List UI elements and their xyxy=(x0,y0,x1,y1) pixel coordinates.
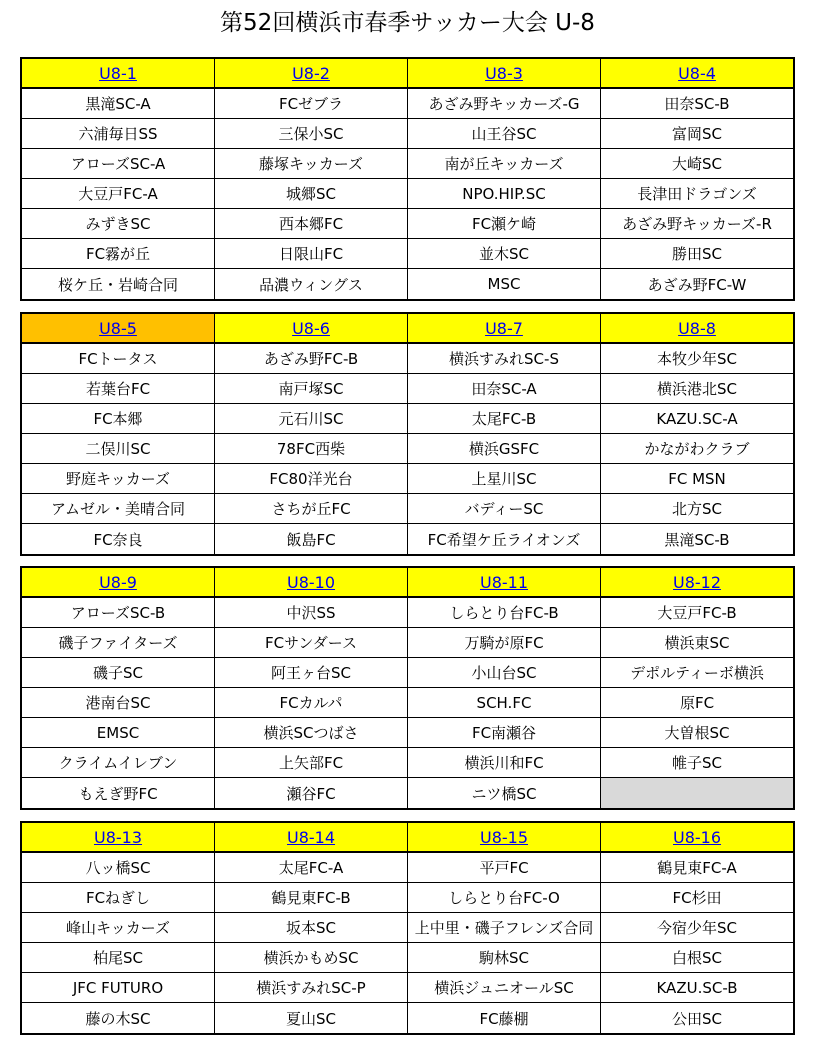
team-name-cell: あざみ野キッカーズ-G xyxy=(408,89,601,119)
group-link[interactable]: U8-15 xyxy=(479,827,529,847)
team-name-cell: 鶴見東FC-A xyxy=(601,853,793,883)
team-name-cell: 桜ケ丘・岩崎合同 xyxy=(22,269,215,299)
group-header-cell xyxy=(22,568,215,598)
team-name-cell: 公田SC xyxy=(672,1009,722,1028)
team-name-cell: FC杉田 xyxy=(601,883,793,913)
team-name-cell: 富岡SC xyxy=(601,119,793,149)
team-name-cell: FC希望ケ丘ライオンズ xyxy=(408,524,601,554)
group-link[interactable]: U8-1 xyxy=(99,63,137,83)
group-link[interactable]: U8-11 xyxy=(479,572,529,592)
group-header-cell xyxy=(601,59,793,89)
team-name-cell: 勝田SC xyxy=(601,239,793,269)
team-name-cell: 横浜すみれSC-S xyxy=(408,344,601,374)
team-name-cell: FCトータス xyxy=(22,344,215,374)
team-name-cell: 大豆戸FC-B xyxy=(601,598,793,628)
team-name-cell: 磯子ファイターズ xyxy=(22,628,215,658)
group-header-cell xyxy=(215,568,408,598)
team-name-cell: アローズSC-A xyxy=(22,149,215,179)
group-header-cell xyxy=(215,314,408,344)
team-name-cell: FC奈良 xyxy=(22,524,215,554)
team-name-cell: 鶴見東FC-B xyxy=(215,883,408,913)
team-name-cell: 山王谷SC xyxy=(408,119,601,149)
team-name-cell: 上中里・磯子フレンズ合同 xyxy=(408,913,601,943)
team-name-cell: 原FC xyxy=(601,688,793,718)
team-name-cell: FCサンダース xyxy=(215,628,408,658)
team-name-cell: 若葉台FC xyxy=(22,374,215,404)
team-name-cell: クライムイレブン xyxy=(22,748,215,778)
group-header-cell xyxy=(22,59,215,89)
team-name-cell: みずきSC xyxy=(22,209,215,239)
team-name-cell: 田奈SC-A xyxy=(408,374,601,404)
team-name-cell: かながわクラブ xyxy=(601,434,793,464)
team-name-cell: 田奈SC-B xyxy=(601,89,793,119)
team-name-cell: 横浜ジュニオールSC xyxy=(408,973,601,1003)
team-name-cell: FC瀬ケ崎 xyxy=(408,209,601,239)
team-name-cell: FC80洋光台 xyxy=(215,464,408,494)
team-name-cell: 西本郷FC xyxy=(215,209,408,239)
group-link[interactable]: U8-9 xyxy=(99,572,137,592)
group-link[interactable]: U8-3 xyxy=(485,63,523,83)
team-name-cell: 帷子SC xyxy=(601,748,793,778)
group-table-1 xyxy=(20,57,795,301)
team-name-cell: 中沢SS xyxy=(215,598,408,628)
team-name-cell: EMSC xyxy=(22,718,215,748)
team-name-cell: 黒滝SC-B xyxy=(664,530,730,549)
team-name-cell: 二俣川SC xyxy=(22,434,215,464)
group-link[interactable]: U8-7 xyxy=(485,318,523,338)
team-name-cell: KAZU.SC-B xyxy=(601,973,793,1003)
team-name-cell: 大曽根SC xyxy=(601,718,793,748)
group-header-cell xyxy=(408,568,601,598)
group-link[interactable]: U8-6 xyxy=(292,318,330,338)
team-name-cell: 横浜SCつばさ xyxy=(215,718,408,748)
team-name-cell: 北方SC xyxy=(601,494,793,524)
team-name-cell: 太尾FC-B xyxy=(408,404,601,434)
team-name-cell: 長津田ドラゴンズ xyxy=(601,179,793,209)
team-name-cell: 港南台SC xyxy=(22,688,215,718)
team-name-cell: FC本郷 xyxy=(22,404,215,434)
group-link[interactable]: U8-4 xyxy=(678,63,716,83)
team-name-cell: しらとり台FC-B xyxy=(408,598,601,628)
team-name-cell: 大崎SC xyxy=(601,149,793,179)
team-name-cell: 坂本SC xyxy=(215,913,408,943)
team-name-cell: FCねぎし xyxy=(22,883,215,913)
team-name-cell: デポルティーボ横浜 xyxy=(601,658,793,688)
team-name-cell: MSC xyxy=(408,269,601,299)
team-name-cell: 柏尾SC xyxy=(22,943,215,973)
team-name-cell: KAZU.SC-A xyxy=(601,404,793,434)
team-name-cell: 78FC西柴 xyxy=(215,434,408,464)
team-name-cell: 藤の木SC xyxy=(22,1003,215,1033)
empty-cell xyxy=(601,778,793,808)
group-header-cell xyxy=(601,823,793,853)
team-name-cell: 横浜かもめSC xyxy=(215,943,408,973)
group-header-cell xyxy=(22,314,215,344)
team-name-cell: 六浦毎日SS xyxy=(22,119,215,149)
team-name-cell: 元石川SC xyxy=(215,404,408,434)
team-name-cell: アローズSC-B xyxy=(22,598,215,628)
group-header-cell xyxy=(601,568,793,598)
team-name-cell: 峰山キッカーズ xyxy=(22,913,215,943)
group-link[interactable]: U8-2 xyxy=(292,63,330,83)
group-table-2 xyxy=(20,312,795,556)
group-link[interactable]: U8-8 xyxy=(678,318,716,338)
group-table-4 xyxy=(20,821,795,1035)
team-name-cell: 大豆戸FC-A xyxy=(22,179,215,209)
team-name-cell: 横浜川和FC xyxy=(408,748,601,778)
group-link[interactable]: U8-14 xyxy=(286,827,336,847)
team-name-cell: 南戸塚SC xyxy=(215,374,408,404)
team-name-cell: FCカルパ xyxy=(215,688,408,718)
team-name-cell: 八ッ橋SC xyxy=(22,853,215,883)
team-name-cell: 今宿少年SC xyxy=(601,913,793,943)
team-name-cell: FC南瀬谷 xyxy=(408,718,601,748)
group-link[interactable]: U8-12 xyxy=(672,572,722,592)
group-link[interactable]: U8-5 xyxy=(99,318,137,338)
team-name-cell: 日限山FC xyxy=(215,239,408,269)
team-name-cell: アムゼル・美晴合同 xyxy=(22,494,215,524)
team-name-cell: バディーSC xyxy=(408,494,601,524)
group-link[interactable]: U8-10 xyxy=(286,572,336,592)
team-name-cell: FC藤棚 xyxy=(408,1003,601,1033)
team-name-cell: 本牧少年SC xyxy=(601,344,793,374)
group-header-cell xyxy=(408,59,601,89)
group-link[interactable]: U8-16 xyxy=(672,827,722,847)
team-name-cell: 夏山SC xyxy=(215,1003,408,1033)
team-name-cell: 駒林SC xyxy=(408,943,601,973)
group-header-cell xyxy=(408,823,601,853)
team-name-cell: 品濃ウィングス xyxy=(215,269,408,299)
team-name-cell: 万騎が原FC xyxy=(408,628,601,658)
team-name-cell: SCH.FC xyxy=(408,688,601,718)
team-name-cell: さちが丘FC xyxy=(215,494,408,524)
team-name-cell: 上矢部FC xyxy=(215,748,408,778)
team-name-cell: 南が丘キッカーズ xyxy=(408,149,601,179)
team-name-cell: 飯島FC xyxy=(215,524,408,554)
team-name-cell: FCゼブラ xyxy=(215,89,408,119)
group-header-cell xyxy=(601,314,793,344)
team-name-cell: 藤塚キッカーズ xyxy=(215,149,408,179)
page-title: 第52回横浜市春季サッカー大会 U-8 xyxy=(220,10,595,36)
group-header-cell xyxy=(22,823,215,853)
team-name-cell: 上星川SC xyxy=(408,464,601,494)
team-name-cell: 横浜すみれSC-P xyxy=(215,973,408,1003)
team-name-cell: 三保小SC xyxy=(215,119,408,149)
team-name-cell: NPO.HIP.SC xyxy=(408,179,601,209)
group-link[interactable]: U8-13 xyxy=(93,827,143,847)
team-name-cell: 阿王ヶ台SC xyxy=(215,658,408,688)
team-name-cell: あざみ野キッカーズ-R xyxy=(601,209,793,239)
team-name-cell: あざみ野FC-W xyxy=(647,275,747,294)
group-header-cell xyxy=(408,314,601,344)
group-header-cell xyxy=(215,59,408,89)
team-name-cell: しらとり台FC-O xyxy=(408,883,601,913)
team-name-cell: もえぎ野FC xyxy=(22,778,215,808)
team-name-cell: 横浜港北SC xyxy=(601,374,793,404)
team-name-cell: FC MSN xyxy=(601,464,793,494)
group-table-3 xyxy=(20,566,795,810)
team-name-cell: 平戸FC xyxy=(408,853,601,883)
team-name-cell: 並木SC xyxy=(408,239,601,269)
team-name-cell: 野庭キッカーズ xyxy=(22,464,215,494)
team-name-cell: 瀬谷FC xyxy=(215,778,408,808)
team-name-cell: 小山台SC xyxy=(408,658,601,688)
team-name-cell: FC霧が丘 xyxy=(22,239,215,269)
team-name-cell: JFC FUTURO xyxy=(22,973,215,1003)
team-name-cell: 太尾FC-A xyxy=(215,853,408,883)
team-name-cell: あざみ野FC-B xyxy=(215,344,408,374)
team-name-cell: 白根SC xyxy=(601,943,793,973)
team-name-cell: 横浜東SC xyxy=(601,628,793,658)
team-name-cell: 黒滝SC-A xyxy=(22,89,215,119)
team-name-cell: ニツ橋SC xyxy=(408,778,601,808)
team-name-cell: 城郷SC xyxy=(215,179,408,209)
team-name-cell: 磯子SC xyxy=(22,658,215,688)
group-header-cell xyxy=(215,823,408,853)
team-name-cell: 横浜GSFC xyxy=(408,434,601,464)
